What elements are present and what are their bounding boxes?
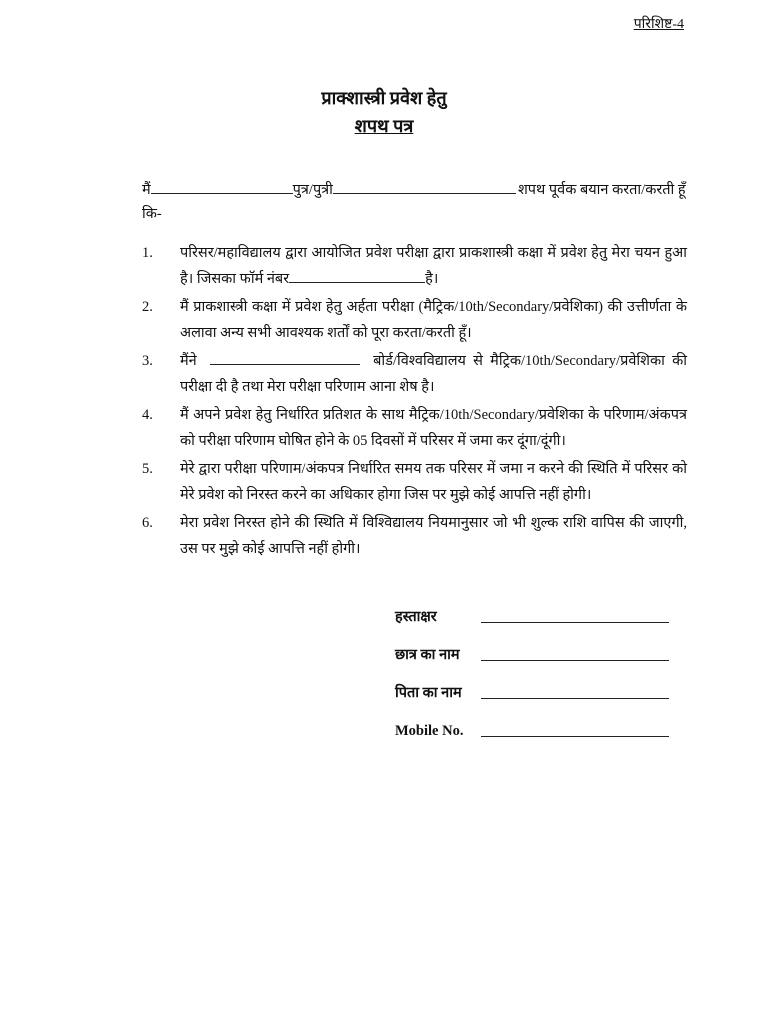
- item-number: 4.: [142, 407, 153, 423]
- item-text: मैं प्राकशास्त्री कक्षा में प्रवेश हेतु अर्हता परीक्षा (मैट्रिक/10th/Secondary/प्रवेशिका) की उत्तीर्णता के अलावा अन्य सभी आवश्यक शर्तों को पूरा करता/करती हूँ।: [180, 299, 687, 341]
- item-number: 5.: [142, 461, 153, 477]
- signature-row: [395, 588, 685, 626]
- mobile-label: Mobile No.: [395, 723, 464, 739]
- document-subtitle: शपथ पत्र: [354, 116, 414, 136]
- form-number-blank[interactable]: [289, 270, 425, 283]
- father-name-field[interactable]: [481, 697, 669, 699]
- mobile-row: [395, 702, 685, 740]
- item-text: मेरे द्वारा परीक्षा परिणाम/अंकपत्र निर्धारित समय तक परिसर में जमा न करने की स्थिति में परिसर को मेरे प्रवेश को निरस्त करने का अधिकार होगा जिस पर मुझे कोई आपत्ति नहीं होगी।: [180, 461, 687, 503]
- item-number: 6.: [142, 515, 153, 531]
- intro-son-daughter: पुत्र/पुत्री: [292, 182, 333, 198]
- item-number: 1.: [142, 245, 153, 261]
- name-blank[interactable]: [151, 181, 293, 194]
- item-text: मेरा प्रवेश निरस्त होने की स्थिति में विश्विद्यालय नियमानुसार जो भी शुल्क राशि वापिस की जाएगी, उस पर मुझे कोई आपत्ति नहीं होगी।: [180, 515, 687, 557]
- intro-oath: शपथ पूर्वक बयान करता/करती हूँ: [517, 182, 686, 198]
- parent-name-blank[interactable]: [333, 181, 516, 194]
- declaration-list: [142, 240, 687, 564]
- student-name-label: छात्र का नाम: [395, 647, 460, 663]
- intro-that: कि-: [142, 206, 162, 222]
- intro-i: मैं: [142, 182, 151, 198]
- item-text: [180, 348, 687, 400]
- item-text-part: मैंने: [180, 353, 197, 369]
- list-item: [142, 456, 687, 508]
- father-name-row: [395, 664, 685, 702]
- signature-block: [395, 588, 685, 740]
- item-number: 2.: [142, 299, 153, 315]
- list-item: [142, 240, 687, 292]
- signature-label: हस्ताक्षर: [395, 609, 437, 625]
- father-name-label: पिता का नाम: [395, 685, 462, 701]
- intro-statement: [142, 178, 687, 226]
- board-blank[interactable]: [210, 352, 360, 365]
- item-text: [180, 240, 687, 292]
- student-name-row: [395, 626, 685, 664]
- item-text: मैं अपने प्रवेश हेतु निर्धारित प्रतिशत के साथ मैट्रिक/10th/Secondary/प्रवेशिका के परिणाम/अंकपत्र को परीक्षा परिणाम घोषित होने के 05 दिवसों में परिसर में जमा कर दूंगा/दूंगी।: [180, 407, 687, 449]
- list-item: [142, 294, 687, 346]
- document-title: प्राक्शास्त्री प्रवेश हेतु: [321, 88, 447, 108]
- mobile-field[interactable]: [481, 735, 669, 737]
- list-item: [142, 510, 687, 562]
- list-item: [142, 402, 687, 454]
- item-number: 3.: [142, 353, 153, 369]
- item-text-part: परिसर/महाविद्यालय द्वारा आयोजित प्रवेश परीक्षा द्वारा प्राकशास्त्री कक्षा में प्रवेश हेतु मेरा चयन हुआ है। जिसका फॉर्म नंबर: [180, 245, 687, 287]
- item-text-part: बोर्ड/विश्वविद्यालय से मैट्रिक/10th/Secondary/प्रवेशिका की परीक्षा दी है तथा मेरा परीक्षा परिणाम आना शेष है।: [180, 353, 687, 395]
- annex-label: परिशिष्ट-4: [633, 17, 684, 32]
- signature-field[interactable]: [481, 621, 669, 623]
- list-item: [142, 348, 687, 400]
- student-name-field[interactable]: [481, 659, 669, 661]
- item-text-part: है।: [425, 271, 439, 287]
